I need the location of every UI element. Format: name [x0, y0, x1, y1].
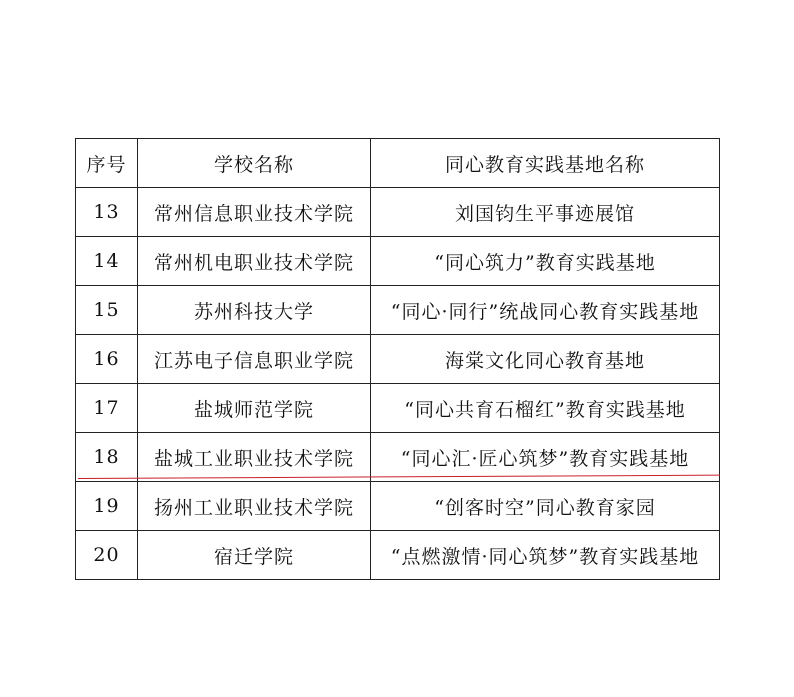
table-row: [76, 335, 720, 384]
cell-index: 20: [76, 531, 138, 580]
header-base: 同心教育实践基地名称: [371, 139, 720, 188]
cell-school: 盐城工业职业技术学院: [138, 433, 371, 482]
cell-school: 常州信息职业技术学院: [138, 188, 371, 237]
cell-school: 常州机电职业技术学院: [138, 237, 371, 286]
cell-index: 18: [76, 433, 138, 482]
schools-table: [75, 138, 720, 580]
cell-index: 17: [76, 384, 138, 433]
cell-base: 海棠文化同心教育基地: [371, 335, 720, 384]
table-row: [76, 384, 720, 433]
cell-base: “同心筑力”教育实践基地: [371, 237, 720, 286]
table-row: [76, 433, 720, 482]
table-row: [76, 237, 720, 286]
cell-index: 14: [76, 237, 138, 286]
header-index: 序号: [76, 139, 138, 188]
cell-school: 扬州工业职业技术学院: [138, 482, 371, 531]
table-row: [76, 286, 720, 335]
header-row: [76, 139, 720, 188]
cell-base: “点燃激情·同心筑梦”教育实践基地: [371, 531, 720, 580]
table-row: [76, 482, 720, 531]
cell-base: “创客时空”同心教育家园: [371, 482, 720, 531]
cell-base: “同心汇·匠心筑梦”教育实践基地: [371, 433, 720, 482]
cell-base: “同心·同行”统战同心教育实践基地: [371, 286, 720, 335]
cell-index: 16: [76, 335, 138, 384]
cell-school: 盐城师范学院: [138, 384, 371, 433]
cell-base: “同心共育石榴红”教育实践基地: [371, 384, 720, 433]
cell-school: 苏州科技大学: [138, 286, 371, 335]
cell-index: 15: [76, 286, 138, 335]
table-row: [76, 531, 720, 580]
cell-base: 刘国钧生平事迹展馆: [371, 188, 720, 237]
table-row: [76, 188, 720, 237]
cell-index: 13: [76, 188, 138, 237]
header-school: 学校名称: [138, 139, 371, 188]
cell-school: 宿迁学院: [138, 531, 371, 580]
cell-school: 江苏电子信息职业学院: [138, 335, 371, 384]
cell-index: 19: [76, 482, 138, 531]
